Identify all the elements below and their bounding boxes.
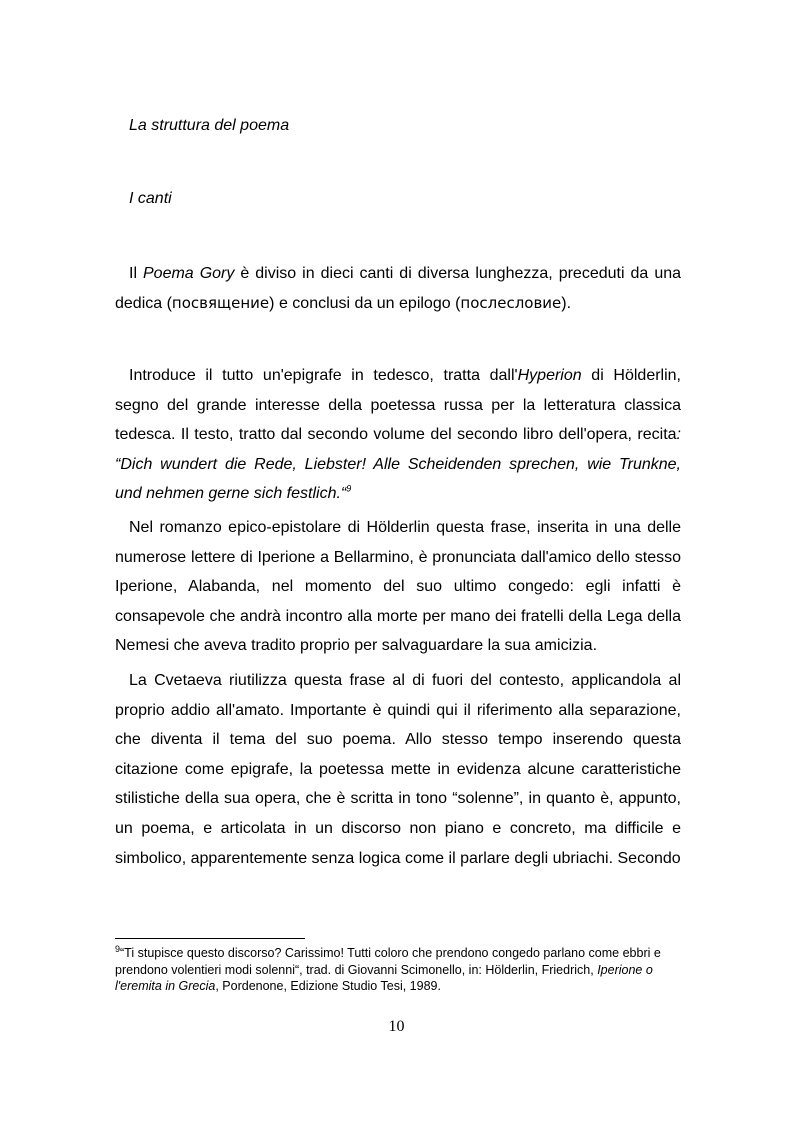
russian-epilogue-term: послесловие xyxy=(460,293,562,312)
p2-text-c: di Hölderlin, segno del grande interesse della poetessa russa per la letteratura classica tedesca. Il testo, tratto dal secondo volume del secondo libro dell'opera, recita xyxy=(115,367,681,444)
page-number: 10 xyxy=(388,1018,405,1035)
poem-title-italic: Poema Gory xyxy=(143,265,235,282)
footnote-text-c: , Pordenone, Edizione Studio Tesi, 1989. xyxy=(215,979,441,993)
paragraph-epigraph xyxy=(115,361,681,509)
hyperion-title-italic: Hyperion xyxy=(517,367,582,384)
paragraph-cvetaeva-reuse: La Cvetaeva riutilizza questa frase al di fuori del contesto, applicandola al proprio addio all'amato. Importante è quindi qui il riferimento alla separazione, che diventa il tema del suo poema. Allo stesso tempo inserendo questa citazione come epigrafe, la poetessa mette in evidenza alcune caratteristiche stilistiche della sua opera, che è scritta in tono “solenne”, in quanto è, appunto, un poema, e articolata in un discorso non piano e concreto, ma difficile e simbolico, apparentemente senza logica come il parlare degli ubriachi. Secondo xyxy=(115,672,681,867)
p1-text-g: ). xyxy=(561,294,572,312)
section-heading: La struttura del poema xyxy=(129,117,290,134)
subsection-heading: I canti xyxy=(129,190,172,207)
footnote-number: 9 xyxy=(115,943,121,954)
p1-text-e: ) e conclusi da un epilogo ( xyxy=(269,294,461,312)
footnote-reference[interactable]: 9 xyxy=(346,484,352,495)
p1-text-a: Il xyxy=(129,265,143,282)
footnote xyxy=(115,945,681,995)
german-quotation-italic: : “Dich wundert die Rede, Liebster! Alle Scheidenden sprechen, wie Trunkne, und nehmen gerne sich festlich.“ xyxy=(115,426,681,503)
p1-text-c: è diviso in dieci canti di diversa lunghezza, preceduti da una dedica ( xyxy=(115,265,682,312)
footnote-separator xyxy=(115,938,305,939)
paragraph-canti-division xyxy=(115,259,681,318)
paragraph-hoelderlin-novel: Nel romanzo epico-epistolare di Hölderlin questa frase, inserita in una delle numerose lettere di Iperione a Bellarmino, è pronunciata dall'amico dello stesso Iperione, Alabanda, nel momento del suo ultimo congedo: egli infatti è consapevole che andrà incontro alla morte per mano dei fratelli della Lega della Nemesi che aveva tradito proprio per salvaguardare la sua amicizia. xyxy=(115,519,681,655)
p2-text-a: Introduce il tutto un'epigrafe in tedesco, tratta dall' xyxy=(129,367,518,384)
footnote-text-a: “Ti stupisce questo discorso? Carissimo! Tutti coloro che prendono congedo parlano come ebbri e prendono volentieri modi solenni“, trad. di Giovanni Scimonello, in: Hölderlin, Friedrich, xyxy=(115,946,661,977)
footnote-book-title-italic: Iperione o l'eremita in Grecia xyxy=(115,962,653,993)
russian-dedication-term: посвящение xyxy=(171,293,270,312)
